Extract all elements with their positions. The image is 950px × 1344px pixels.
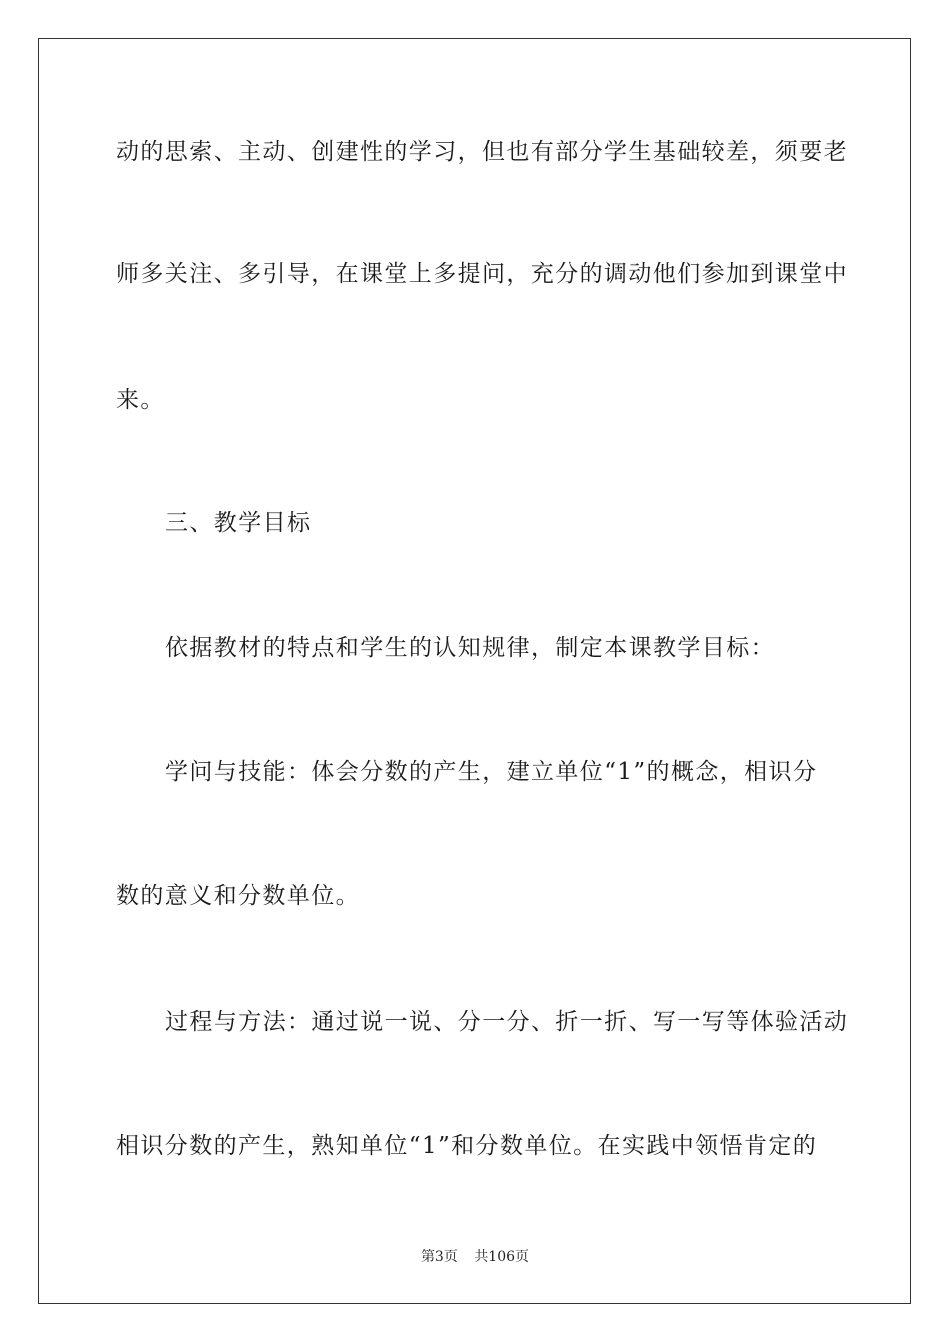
text-line-6: 学问与技能：体会分数的产生，建立单位“1”的概念，相识分	[165, 759, 818, 785]
page-border	[38, 38, 911, 1304]
text-line-8: 过程与方法：通过说一说、分一分、折一折、写一写等体验活动	[165, 1009, 849, 1035]
page-number: 第3页	[420, 1249, 458, 1265]
section-heading: 三、教学目标	[165, 510, 312, 536]
text-line-3: 来。	[116, 387, 165, 413]
page-total: 共106页	[474, 1249, 530, 1265]
text-line-5: 依据教材的特点和学生的认知规律，制定本课教学目标：	[165, 635, 775, 661]
text-line-9: 相识分数的产生，熟知单位“1”和分数单位。在实践中领悟肯定的	[116, 1133, 818, 1159]
text-line-1: 动的思索、主动、创建性的学习，但也有部分学生基础较差，须要老	[116, 139, 848, 165]
text-line-2: 师多关注、多引导，在课堂上多提问，充分的调动他们参加到课堂中	[116, 261, 848, 287]
text-line-7: 数的意义和分数单位。	[116, 883, 360, 909]
page-footer	[0, 1247, 950, 1267]
